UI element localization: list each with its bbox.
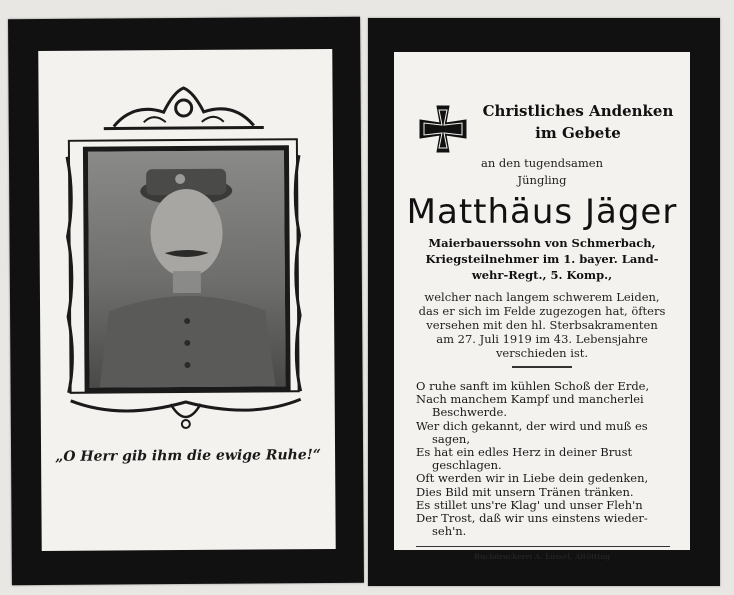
- poem-line: Es hat ein edles Herz in deiner Brust: [416, 445, 633, 460]
- iron-cross-icon: [418, 104, 468, 154]
- ornament-top: [93, 81, 273, 132]
- poem-line: seh'n.: [432, 524, 467, 539]
- poem-line: Dies Bild mit unsern Tränen tränken.: [416, 484, 634, 499]
- divider: [512, 366, 572, 368]
- ornament-bottom: [61, 389, 311, 441]
- death-line: verschieden ist.: [495, 346, 589, 360]
- poem-line: geschlagen.: [432, 458, 502, 473]
- bottom-rule: [416, 546, 670, 547]
- description-line: Maierbauerssohn von Schmerbach,: [428, 236, 656, 250]
- heading-line-2: im Gebete: [535, 124, 621, 142]
- poem-line: Nach manchem Kampf und mancherlei: [416, 392, 644, 407]
- right-panel: [394, 52, 690, 561]
- poem-line: Beschwerde.: [432, 405, 507, 420]
- death-line: am 27. Juli 1919 im 43. Lebensjahre: [436, 332, 648, 346]
- left-card: [8, 17, 364, 585]
- death-line: welcher nach langem schwerem Leiden,: [424, 290, 660, 304]
- death-line: versehen mit den hl. Sterbsakramenten: [426, 318, 658, 332]
- poem-line: Wer dich gekannt, der wird und muß es: [416, 418, 648, 433]
- soldier-portrait-icon: [88, 150, 286, 387]
- soldier-photo: [83, 145, 291, 392]
- heading-line-1: Christliches Andenken: [482, 102, 674, 120]
- poem-line: sagen,: [432, 431, 470, 446]
- description-line: wehr-Regt., 5. Komp.,: [471, 268, 613, 282]
- poem: [416, 380, 674, 538]
- poem-line: O ruhe sanft im kühlen Schoß der Erde,: [416, 379, 650, 393]
- poem-line: Oft werden wir in Liebe dein gedenken,: [416, 471, 649, 486]
- intro-line-1: an den tugendsamen: [481, 156, 603, 170]
- printer-credit: Buchdruckerei A. Lüssel, Altötting: [473, 552, 611, 561]
- motto-text: „O Herr gib ihm die ewige Ruhe!“: [55, 447, 321, 465]
- description-line: Kriegsteilnehmer im 1. bayer. Land-: [425, 252, 659, 266]
- right-card: [368, 18, 720, 586]
- poem-line: Es stillet uns're Klag' und unser Fleh'n: [416, 497, 643, 512]
- poem-line: Der Trost, daß wir uns einstens wieder-: [416, 511, 648, 526]
- left-panel: [38, 49, 335, 551]
- intro-line-2: Jüngling: [517, 173, 567, 187]
- deceased-name: Matthäus Jäger: [406, 192, 678, 232]
- death-line: das er sich im Felde zugezogen hat, öfters: [418, 304, 666, 318]
